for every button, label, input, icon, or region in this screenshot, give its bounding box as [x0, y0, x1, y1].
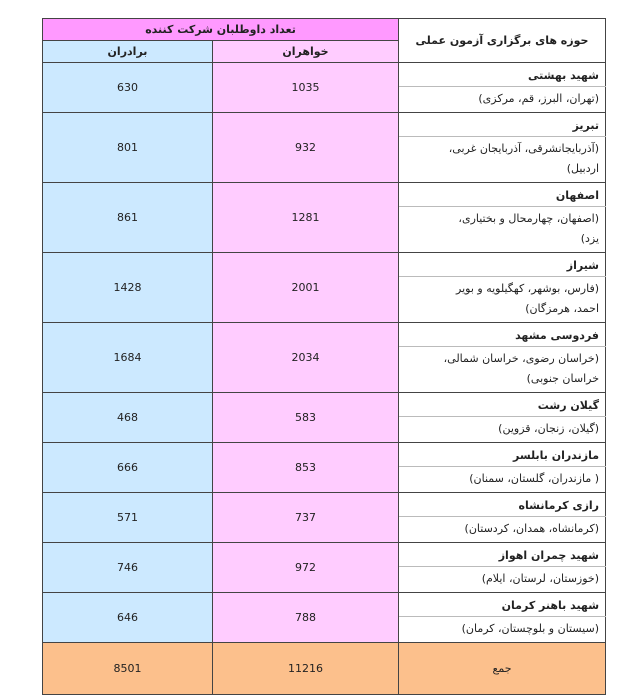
center-provinces: (خوزستان، لرستان، ایلام) [399, 567, 606, 593]
center-provinces: (آذربایجانشرقی، آذربایجان غربی، اردبیل) [399, 137, 606, 183]
table-row [43, 493, 606, 517]
center-provinces: (گیلان، زنجان، قزوین) [399, 417, 606, 443]
table-row [43, 253, 606, 277]
sisters-count: 788 [213, 593, 399, 643]
sisters-count: 1281 [213, 183, 399, 253]
center-provinces: (فارس، بوشهر، کهگیلویه و بویر احمد، هرمزگان) [399, 277, 606, 323]
table-row [43, 113, 606, 137]
sisters-count: 583 [213, 393, 399, 443]
table-row [43, 63, 606, 87]
brothers-count: 746 [43, 543, 213, 593]
total-brothers: 8501 [43, 643, 213, 695]
brothers-count: 1428 [43, 253, 213, 323]
sisters-count: 2034 [213, 323, 399, 393]
center-provinces: (خراسان رضوی، خراسان شمالی، خراسان جنوبی) [399, 347, 606, 393]
total-label: جمع [399, 643, 606, 695]
center-name: شیراز [399, 253, 606, 277]
total-row [43, 643, 606, 695]
total-sisters: 11216 [213, 643, 399, 695]
sisters-count: 932 [213, 113, 399, 183]
sisters-header: خواهران [213, 41, 399, 63]
center-name: گیلان رشت [399, 393, 606, 417]
center-name: فردوسی مشهد [399, 323, 606, 347]
table-row [43, 323, 606, 347]
sisters-count: 853 [213, 443, 399, 493]
center-provinces: ( مازندران، گلستان، سمنان) [399, 467, 606, 493]
center-name: شهید چمران اهواز [399, 543, 606, 567]
center-name: رازی کرمانشاه [399, 493, 606, 517]
exam-centers-header: حوزه های برگزاری آزمون عملی [399, 19, 606, 63]
center-provinces: (کرمانشاه، همدان، کردستان) [399, 517, 606, 543]
brothers-count: 666 [43, 443, 213, 493]
center-name: مازندران بابلسر [399, 443, 606, 467]
center-provinces: (سیستان و بلوچستان، کرمان) [399, 617, 606, 643]
brothers-header: برادران [43, 41, 213, 63]
table-row [43, 593, 606, 617]
center-provinces: (اصفهان، چهارمحال و بختیاری، یزد) [399, 207, 606, 253]
center-name: تبریز [399, 113, 606, 137]
center-name: شهید بهشتی [399, 63, 606, 87]
brothers-count: 861 [43, 183, 213, 253]
center-name: شهید باهنر کرمان [399, 593, 606, 617]
sisters-count: 972 [213, 543, 399, 593]
sisters-count: 2001 [213, 253, 399, 323]
brothers-count: 646 [43, 593, 213, 643]
brothers-count: 801 [43, 113, 213, 183]
brothers-count: 468 [43, 393, 213, 443]
applicants-count-header: تعداد داوطلبان شرکت کننده [43, 19, 399, 41]
brothers-count: 630 [43, 63, 213, 113]
table-row [43, 393, 606, 417]
sisters-count: 737 [213, 493, 399, 543]
table-row [43, 183, 606, 207]
table-row [43, 543, 606, 567]
table-row [43, 443, 606, 467]
sisters-count: 1035 [213, 63, 399, 113]
brothers-count: 571 [43, 493, 213, 543]
applicants-table [42, 18, 606, 695]
center-provinces: (تهران، البرز، قم، مرکزی) [399, 87, 606, 113]
brothers-count: 1684 [43, 323, 213, 393]
center-name: اصفهان [399, 183, 606, 207]
